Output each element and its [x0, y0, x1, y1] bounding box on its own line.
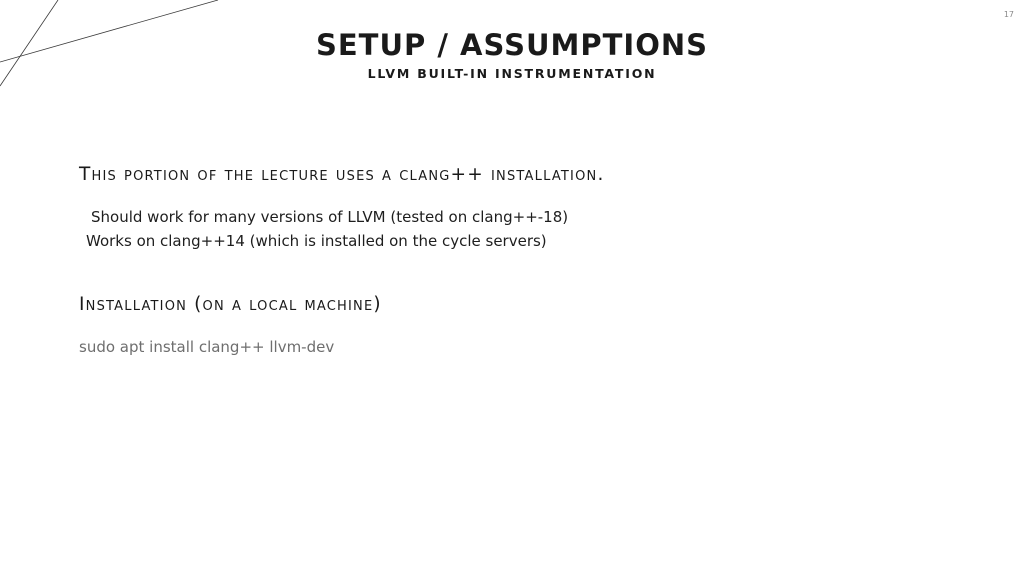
section-heading-clang-installation: This portion of the lecture uses a clang++ installation.: [79, 164, 605, 185]
slide-title: SETUP / ASSUMPTIONS: [315, 28, 709, 62]
slide-number: 17: [1003, 10, 1014, 19]
install-command: sudo apt install clang++ llvm-dev: [79, 338, 335, 356]
section-heading-local-installation: Installation (on a local machine): [79, 294, 382, 315]
body-line-llvm-versions: Should work for many versions of LLVM (tested on clang++-18): [91, 208, 569, 226]
slide-subtitle: LLVM BUILT-IN INSTRUMENTATION: [367, 66, 657, 81]
body-line-cycle-servers: Works on clang++14 (which is installed on the cycle servers): [86, 232, 547, 250]
